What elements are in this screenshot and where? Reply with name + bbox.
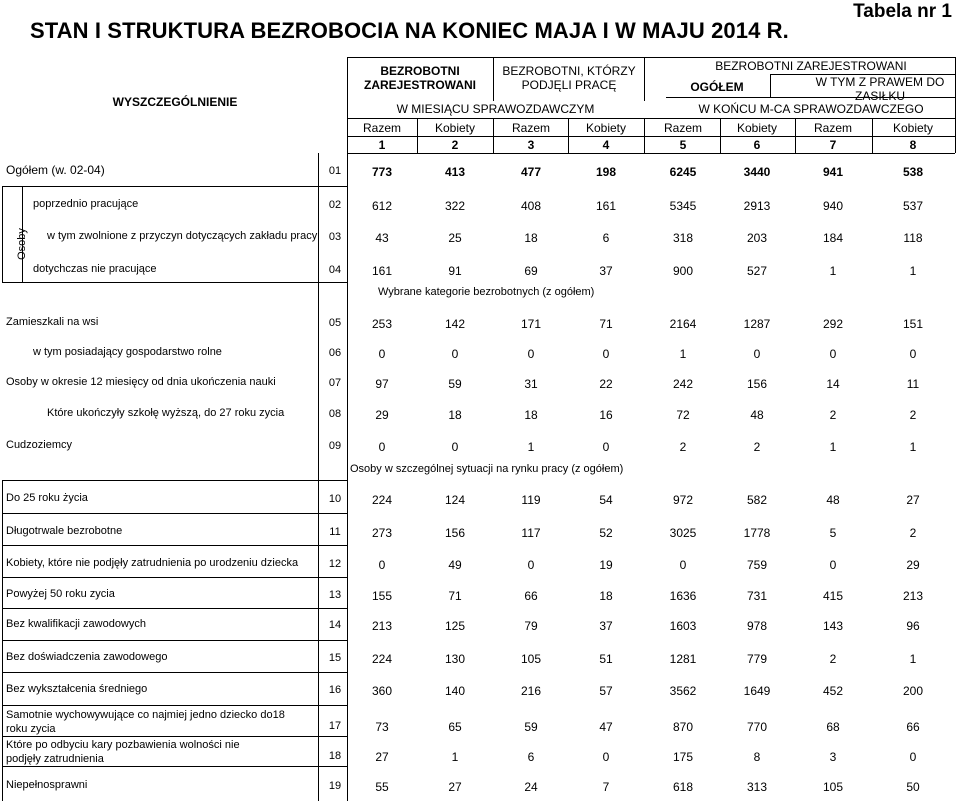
- table-cell: 124: [444, 493, 466, 507]
- table-cell: 2: [679, 440, 687, 454]
- table-cell: 156: [444, 526, 466, 540]
- table-cell: 97: [375, 377, 389, 391]
- table-cell: 16: [599, 408, 613, 422]
- header-sub-3: Razem: [511, 121, 550, 135]
- row-label: w tym posiadający gospodarstwo rolne: [33, 346, 222, 358]
- table-cell: 59: [524, 720, 538, 734]
- table-cell: 5: [829, 526, 837, 540]
- table-cell: 415: [822, 589, 844, 603]
- table-cell: 3: [829, 750, 837, 764]
- header-w-tym-zasilku: W TYM Z PRAWEM DO ZASIŁKU: [815, 75, 945, 103]
- table-cell: 0: [829, 347, 837, 361]
- table-cell: 972: [672, 493, 694, 507]
- table-cell: 130: [444, 652, 466, 666]
- table-cell: 224: [371, 652, 393, 666]
- table-cell: 66: [524, 589, 538, 603]
- table-cell: 48: [826, 493, 840, 507]
- row-number: 15: [328, 652, 342, 664]
- table-cell: 292: [822, 317, 844, 331]
- table-cell: 213: [371, 619, 393, 633]
- row-label: Bez wykształcenia średniego: [6, 683, 148, 695]
- table-cell: 0: [753, 347, 761, 361]
- table-cell: 1: [451, 750, 459, 764]
- table-cell: 0: [527, 347, 535, 361]
- table-cell: 69: [524, 264, 538, 278]
- table-cell: 527: [746, 264, 768, 278]
- table-cell: 71: [599, 317, 613, 331]
- row-number: 11: [329, 526, 341, 538]
- table-cell: 14: [826, 377, 840, 391]
- table-cell: 151: [902, 317, 924, 331]
- table-cell: 24: [524, 780, 538, 794]
- table-cell: 759: [746, 558, 768, 572]
- row-label: Osoby w okresie 12 miesięcy od dnia ukończenia nauki: [6, 376, 276, 388]
- table-cell: 779: [746, 652, 768, 666]
- table-cell: 0: [602, 347, 610, 361]
- table-cell: 0: [527, 558, 535, 572]
- table-cell: 25: [448, 231, 462, 245]
- table-cell: 537: [902, 199, 924, 213]
- header-bezrobotni-zarejestrowani-top: BEZROBOTNI ZAREJESTROWANI: [715, 59, 907, 73]
- table-cell: 1: [829, 440, 837, 454]
- table-cell: 118: [903, 231, 923, 245]
- table-cell: 37: [599, 619, 613, 633]
- table-cell: 1: [679, 347, 687, 361]
- row-number: 06: [328, 347, 342, 359]
- row-number: 03: [328, 231, 342, 243]
- table-cell: 198: [595, 165, 617, 179]
- table-cell: 117: [521, 526, 541, 540]
- table-label: Tabela nr 1: [853, 1, 952, 22]
- row-number: 08: [328, 408, 342, 420]
- table-cell: 1603: [669, 619, 697, 633]
- table-cell: 65: [448, 720, 462, 734]
- table-cell: 318: [672, 231, 694, 245]
- table-cell: 18: [448, 408, 462, 422]
- table-cell: 11: [906, 377, 920, 391]
- row-number: 18: [328, 750, 342, 762]
- header-sub-5: Razem: [663, 121, 702, 135]
- table-cell: 242: [672, 377, 694, 391]
- table-cell: 900: [672, 264, 694, 278]
- table-cell: 8: [753, 750, 761, 764]
- table-cell: 322: [444, 199, 466, 213]
- table-cell: 6: [602, 231, 610, 245]
- table-cell: 57: [599, 684, 613, 698]
- table-cell: 161: [371, 264, 393, 278]
- table-cell: 91: [448, 264, 462, 278]
- table-cell: 0: [451, 440, 459, 454]
- row-label: Do 25 roku życia: [6, 492, 88, 504]
- table-cell: 452: [822, 684, 844, 698]
- table-cell: 538: [902, 165, 924, 179]
- table-cell: 224: [371, 493, 393, 507]
- table-cell: 6245: [669, 165, 697, 179]
- table-cell: 19: [599, 558, 613, 572]
- table-cell: 0: [679, 558, 687, 572]
- table-cell: 7: [602, 780, 610, 794]
- header-w-miesiacu: W MIESIĄCU SPRAWOZDAWCZYM: [396, 102, 595, 116]
- header-sub-6: Kobiety: [736, 121, 778, 135]
- row-label: Bez doświadczenia zawodowego: [6, 651, 168, 663]
- table-cell: 71: [448, 589, 462, 603]
- table-cell: 870: [672, 720, 694, 734]
- header-ogolem: OGÓŁEM: [690, 80, 744, 94]
- table-cell: 0: [451, 347, 459, 361]
- row-label: Długotrwale bezrobotne: [6, 525, 123, 537]
- table-cell: 773: [371, 165, 393, 179]
- table-cell: 43: [375, 231, 389, 245]
- table-cell: 0: [909, 750, 917, 764]
- row-number: 19: [328, 780, 342, 792]
- table-cell: 978: [746, 619, 768, 633]
- table-cell: 155: [371, 589, 393, 603]
- row-number: 13: [328, 589, 342, 601]
- header-w-koncu: W KOŃCU M-CA SPRAWOZDAWCZEGO: [698, 102, 924, 116]
- table-cell: 1: [829, 264, 837, 278]
- table-cell: 0: [909, 347, 917, 361]
- table-cell: 941: [822, 165, 844, 179]
- row-label: Które po odbyciu kary pozbawienia wolności nie podjęły zatrudnienia: [6, 739, 240, 765]
- table-cell: 2913: [743, 199, 771, 213]
- header-bezrobotni-ktorzy: BEZROBOTNI, KTÓRZY PODJĘLI PRACĘ: [502, 64, 636, 92]
- osoby-label: Osoby: [15, 228, 28, 260]
- row-label: poprzednio pracujące: [33, 198, 139, 210]
- table-cell: 0: [829, 558, 837, 572]
- table-cell: 29: [375, 408, 389, 422]
- table-cell: 31: [524, 377, 538, 391]
- table-cell: 3562: [669, 684, 697, 698]
- table-cell: 216: [520, 684, 542, 698]
- table-cell: 66: [906, 720, 920, 734]
- table-cell: 203: [746, 231, 768, 245]
- header-colnum-3: 3: [527, 138, 535, 152]
- table-cell: 140: [444, 684, 466, 698]
- table-cell: 119: [521, 493, 541, 507]
- table-cell: 3025: [669, 526, 697, 540]
- header-colnum-1: 1: [378, 138, 386, 152]
- row-number: 01: [328, 165, 342, 177]
- table-cell: 2: [829, 652, 837, 666]
- header-colnum-4: 4: [602, 138, 610, 152]
- table-cell: 52: [599, 526, 613, 540]
- table-cell: 68: [826, 720, 840, 734]
- table-cell: 18: [524, 408, 538, 422]
- table-cell: 125: [444, 619, 466, 633]
- row-number: 10: [328, 493, 342, 505]
- table-cell: 582: [746, 493, 768, 507]
- table-cell: 2: [909, 526, 917, 540]
- table-cell: 37: [599, 264, 613, 278]
- row-number: 17: [328, 720, 342, 732]
- header-sub-1: Razem: [362, 121, 401, 135]
- table-cell: 22: [599, 377, 613, 391]
- table-cell: 51: [599, 652, 613, 666]
- table-cell: 1: [909, 440, 917, 454]
- table-cell: 731: [746, 589, 768, 603]
- table-cell: 175: [672, 750, 694, 764]
- table-cell: 6: [527, 750, 535, 764]
- header-colnum-6: 6: [753, 138, 761, 152]
- header-bezrobotni-zarejestrowani: BEZROBOTNI ZAREJESTROWANI: [363, 64, 476, 92]
- table-cell: 0: [378, 440, 386, 454]
- table-cell: 73: [375, 720, 389, 734]
- header-wyszczegolnienie: WYSZCZEGÓLNIENIE: [112, 95, 238, 109]
- table-cell: 2: [909, 408, 917, 422]
- table-cell: 55: [375, 780, 389, 794]
- row-number: 04: [328, 264, 342, 276]
- table-cell: 1: [909, 652, 917, 666]
- header-sub-4: Kobiety: [585, 121, 627, 135]
- table-cell: 54: [599, 493, 613, 507]
- table-cell: 29: [906, 558, 920, 572]
- table-cell: 0: [378, 347, 386, 361]
- row-number: 12: [328, 558, 342, 570]
- table-cell: 413: [444, 165, 466, 179]
- table-cell: 477: [520, 165, 542, 179]
- table-cell: 770: [746, 720, 768, 734]
- table-cell: 2: [829, 408, 837, 422]
- row-label: Powyżej 50 roku zycia: [6, 588, 115, 600]
- row-label: Bez kwalifikacji zawodowych: [6, 618, 146, 630]
- row-label: Niepełnosprawni: [6, 779, 88, 791]
- row-number: 07: [328, 377, 342, 389]
- table-cell: 1649: [743, 684, 771, 698]
- table-cell: 313: [746, 780, 768, 794]
- row-number: 02: [328, 199, 342, 211]
- table-cell: 59: [448, 377, 462, 391]
- row-number: 14: [328, 619, 342, 631]
- row-label: Cudzoziemcy: [6, 439, 73, 451]
- row-label: Ogółem (w. 02-04): [6, 163, 105, 177]
- row-label: w tym zwolnione z przyczyn dotyczących zakładu pracy: [47, 230, 318, 242]
- table-cell: 27: [906, 493, 920, 507]
- table-cell: 27: [448, 780, 462, 794]
- table-cell: 47: [599, 720, 613, 734]
- table-cell: 79: [524, 619, 538, 633]
- header-colnum-8: 8: [909, 138, 917, 152]
- header-sub-8: Kobiety: [892, 121, 934, 135]
- table-cell: 940: [822, 199, 844, 213]
- table-cell: 96: [906, 619, 920, 633]
- table-cell: 156: [746, 377, 768, 391]
- table-cell: 1287: [743, 317, 771, 331]
- header-sub-7: Razem: [813, 121, 852, 135]
- table-cell: 1281: [669, 652, 697, 666]
- section-wybrane: Wybrane kategorie bezrobotnych (z ogółem): [378, 286, 595, 298]
- row-number: 05: [328, 317, 342, 329]
- row-label: dotychczas nie pracujące: [33, 263, 157, 275]
- table-cell: 143: [822, 619, 844, 633]
- table-cell: 2: [753, 440, 761, 454]
- row-number: 16: [328, 684, 342, 696]
- table-cell: 200: [902, 684, 924, 698]
- table-cell: 27: [375, 750, 389, 764]
- header-colnum-7: 7: [829, 138, 837, 152]
- table-cell: 618: [672, 780, 694, 794]
- table-cell: 0: [602, 440, 610, 454]
- row-label: Zamieszkali na wsi: [6, 316, 99, 328]
- table-cell: 1: [527, 440, 535, 454]
- table-cell: 49: [448, 558, 462, 572]
- table-cell: 105: [822, 780, 844, 794]
- table-cell: 171: [520, 317, 542, 331]
- section-szczegolnej: Osoby w szczególnej sytuacji na rynku pracy (z ogółem): [350, 463, 624, 475]
- table-cell: 2164: [669, 317, 697, 331]
- table-cell: 48: [750, 408, 764, 422]
- table-cell: 184: [822, 231, 844, 245]
- table-cell: 408: [520, 199, 542, 213]
- header-sub-2: Kobiety: [434, 121, 476, 135]
- table-cell: 72: [676, 408, 690, 422]
- table-cell: 5345: [669, 199, 697, 213]
- page-title: STAN I STRUKTURA BEZROBOCIA NA KONIEC MAJA I W MAJU 2014 R.: [30, 18, 789, 43]
- header-colnum-5: 5: [679, 138, 687, 152]
- table-cell: 161: [595, 199, 617, 213]
- table-cell: 18: [599, 589, 613, 603]
- table-cell: 1778: [743, 526, 771, 540]
- table-cell: 18: [524, 231, 538, 245]
- table-cell: 1636: [669, 589, 697, 603]
- table-cell: 0: [602, 750, 610, 764]
- row-label: Samotnie wychowywujące co najmiej jedno dziecko do18 roku zycia: [6, 709, 285, 735]
- table-cell: 142: [444, 317, 466, 331]
- table-cell: 3440: [743, 165, 771, 179]
- table-cell: 50: [906, 780, 920, 794]
- table-cell: 612: [371, 199, 393, 213]
- header-colnum-2: 2: [451, 138, 459, 152]
- table-cell: 213: [902, 589, 924, 603]
- row-label: Które ukończyły szkołę wyższą, do 27 roku zycia: [47, 407, 285, 419]
- table-cell: 0: [378, 558, 386, 572]
- row-number: 09: [328, 440, 342, 452]
- table-cell: 105: [520, 652, 542, 666]
- table-cell: 273: [371, 526, 393, 540]
- table-cell: 1: [909, 264, 917, 278]
- table-cell: 253: [371, 317, 393, 331]
- row-label: Kobiety, które nie podjęły zatrudnienia po urodzeniu dziecka: [6, 557, 299, 569]
- table-cell: 360: [371, 684, 393, 698]
